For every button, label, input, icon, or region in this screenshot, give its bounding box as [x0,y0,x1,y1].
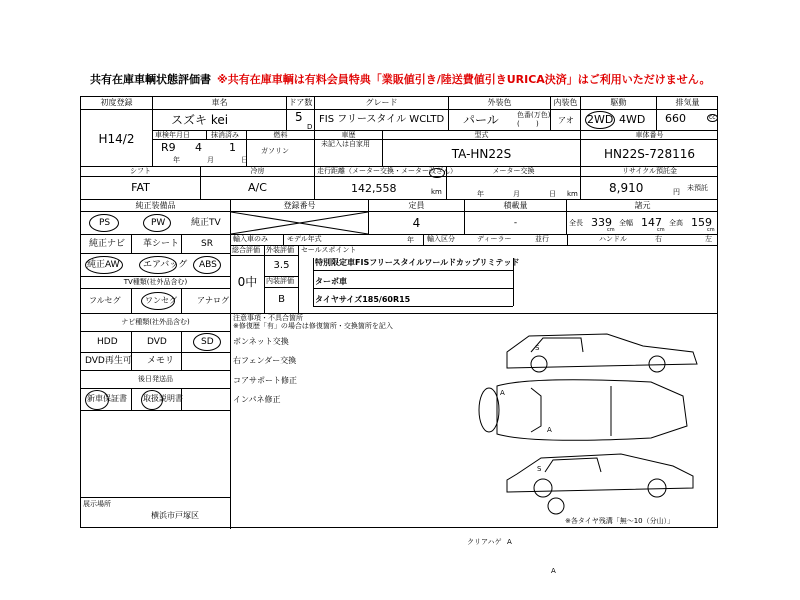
mark-s2: S [537,465,542,473]
capacity-value: 4 [412,216,421,230]
label-body: 車歴 [341,131,356,139]
mark-a3: A [507,538,512,546]
sales-point-2: ターボ車 [315,277,347,286]
location-cell [81,497,231,528]
grade-value: FIS フリースタイル WCLTD [319,114,445,125]
equip-tv: 純正TV [191,218,221,228]
width-value: 147 [641,216,662,229]
sales-point-3: タイヤサイズ185/60R15 [315,295,411,304]
label-import-only: 輸入車のみ [233,235,268,243]
cell-chassis-label [581,131,718,140]
label-name: 車名 [211,98,228,107]
label-reg-number: 登録番号 [283,201,316,210]
label-int-color: 内装色 [553,98,578,107]
location-value: 横浜市戸塚区 [151,511,199,520]
label-tv-type: TV種類(社外品含む) [123,278,188,286]
int-score-value: B [278,294,285,305]
cell-aircon-label [201,167,315,177]
cell-recycle [581,177,718,200]
cell-aircon [201,177,315,200]
reg-cross-icon [231,212,369,235]
label-notes-sub: ※修復歴「有」の場合は修復箇所・交換箇所を記入 [233,322,393,330]
label-total-score: 総合評価 [232,246,260,254]
cell-name-label [153,97,287,110]
docs-row [81,389,231,411]
label-docs: 後日発送品 [138,375,173,383]
nav-row-2 [81,353,231,371]
mileage-circle [429,168,445,178]
page-title: 共有在庫車輌状態評価書 [90,73,211,86]
equip-row-2 [81,235,231,254]
height-label: 全高 [669,219,683,227]
nav-hdd: HDD [97,337,118,347]
label-notes: 注意事項・不具合箇所 [233,314,303,322]
shift-value: FAT [131,181,150,194]
cell-displacement-label [657,97,718,110]
label-shift: シフト [130,167,151,175]
equip-airbag-circle [139,256,177,274]
yen-unit: 円 [673,188,680,196]
header [90,71,710,87]
doc-manual-circle [141,390,163,410]
body-note: 未記入は自家用 [321,140,370,148]
label-manuf-date: 車検年月日 [155,131,190,139]
doc-warranty-circle [85,390,109,410]
cell-load [465,212,567,235]
manuf-day: 1 [229,141,236,154]
nav-memory: メモリ [147,356,175,366]
import-row [231,235,718,246]
cell-recycle-label [581,167,718,177]
equip-airbag: エアバッグ [143,260,188,270]
drive-4wd: 4WD [619,113,646,126]
mark-a4: A [551,567,556,575]
model-value: TA-HN22S [451,147,512,161]
km-unit: km [431,188,442,196]
equip-row-1 [81,212,231,235]
label-meter-exchange: メーター交換 [492,167,535,175]
label-first-reg: 初度登録 [100,98,133,107]
note-1: ボンネット交換 [233,337,289,346]
label-mileage: 走行距離（メーター交換・メーター改ざん） [317,167,457,175]
load-value: - [513,218,518,228]
doors-value: 5 [295,110,303,124]
car-diagram-icon [411,326,711,516]
tv-oneseg: ワンセグ [145,296,177,305]
drive-2wd-circle [585,111,615,129]
label-sales-points: セールスポイント [301,246,357,254]
cell-int-score-label [265,277,299,288]
label-recycle: リサイクル預託金 [621,167,678,175]
label-equipment: 純正装備品 [135,201,176,210]
cell-capacity [369,212,465,235]
month-unit: 月 [207,156,214,164]
tv-row [81,289,231,314]
cell-chassis [581,140,718,167]
cell-int-color-label [551,97,581,110]
cell-name [153,110,287,131]
cell-first-reg-label [81,97,153,110]
cell-ext-score [265,256,299,277]
equip-aw: 純正AW [87,260,120,270]
label-displacement: 排気量 [675,98,700,107]
cell-shift [81,177,201,200]
mark-s1: S [535,344,540,352]
mark-a1: A [500,389,505,397]
cell-meter [447,177,581,200]
fuel-value: ガソリン [261,147,289,155]
total-score-value: 0中 [237,275,258,289]
cell-model [383,140,581,167]
tv-analog: アナログ [197,296,229,305]
tire-note: ※各タイヤ残溝「無～10（分山）」 [565,517,675,525]
cell-shift-label [81,167,201,177]
label-dealer: ディーラー [477,235,512,243]
cell-body [315,140,383,167]
equip-aw-circle [85,256,123,274]
equip-leather: 革シート [143,239,180,249]
label-int-score: 内装評価 [266,277,294,285]
label-drive: 駆動 [610,98,627,107]
note-3: コアサポート修正 [233,376,297,385]
label-nav-type: ナビ種類(社外品含む) [121,318,190,326]
cell-total-score-label [231,246,265,256]
model-year-unit: 年 [407,236,414,244]
cell-fuel-label [247,131,315,140]
cell-body-label [315,131,383,140]
cell-manuf [153,140,247,167]
cell-dims [567,212,718,235]
meter-year-unit: 年 [477,190,484,198]
label-chassis: 車体番号 [635,131,664,139]
meter-day-unit: 日 [549,190,556,198]
manuf-year: R9 [161,141,176,154]
label-doors: ドア数 [288,98,313,107]
cell-reg-number [231,212,369,235]
height-cm: cm [707,227,715,233]
equip-nav: 純正ナビ [89,239,126,249]
mark-a2: A [547,426,552,434]
meter-km-unit: km [567,190,578,198]
equip-ps: PS [99,218,111,228]
cell-mileage [315,177,447,200]
label-capacity: 定員 [408,201,425,210]
nav-dvd: DVD [147,337,167,347]
equip-abs-circle [193,256,221,274]
notes-area [231,314,718,575]
label-fuel: 燃料 [273,131,288,139]
color-no-label: 色番(万色) [517,111,551,119]
label-parallel: 並行 [535,235,549,243]
cell-fuel [247,140,315,167]
equip-row-3 [81,254,231,277]
ext-color-value: パール [463,113,499,127]
ext-score-value: 3.5 [273,260,290,271]
cell-first-reg [81,110,153,167]
cell-capacity-label [369,200,465,212]
length-value: 339 [591,216,612,229]
cell-ext-color: パール 色番(万色) ( ) [449,110,551,131]
tv-oneseg-circle [141,292,175,310]
cell-drive [581,110,657,131]
cell-int-color [551,110,581,131]
note-4: インパネ修正 [233,395,281,404]
label-ext-color: 外装色 [487,98,512,107]
cell-doors-label [287,97,315,110]
cell-grade [315,110,449,131]
mileage-value: 142,558 [351,182,397,195]
name-value: スズキ kei [171,113,229,127]
cell-nav-label [81,314,231,332]
label-tax-paid: 抹消済み [211,131,239,139]
length-label: 全長 [569,219,583,227]
cell-reg-label [231,200,369,212]
cell-dims-label [567,200,718,212]
cell-meter-label [447,167,581,177]
width-cm: cm [657,227,665,233]
label-location: 展示場所 [83,500,111,508]
displacement-value: 660 [665,112,686,125]
doc-manual: 取扱説明書 [143,394,183,403]
first-reg-value: H14/2 [98,132,135,146]
notice-text: ※共有在庫車輌は有料会員特典「業販値引き/陸送費値引きURICA決済」はご利用いただけません。 [217,73,711,86]
year-unit: 年 [173,156,180,164]
cell-ext-score-label [265,246,299,256]
day-unit: 日 [241,156,248,164]
cell-doors [287,110,315,131]
label-left: 左 [705,235,712,243]
equip-sr: SR [201,239,213,249]
label-load: 積載量 [503,201,528,210]
note-2: 右フェンダー交換 [233,356,297,365]
label-ext-score: 外装評価 [266,246,294,254]
doors-sub: D [307,123,313,131]
drive-2wd: 2WD [587,113,614,126]
nav-sd: SD [201,337,214,347]
nav-row [81,332,231,353]
cell-docs-label [81,371,231,389]
mark-clear: クリアハゲ [467,538,502,546]
equip-abs: ABS [199,260,217,270]
cell-displacement [657,110,718,131]
aircon-value: A/C [248,181,267,194]
recycle-value: 8,910 [609,181,644,195]
tv-fullseg: フルセグ [89,296,121,305]
chassis-value: HN22S-728116 [603,147,696,161]
cell-total-score [231,256,265,314]
label-handle: ハンドル [599,235,627,243]
cell-model-label [383,131,581,140]
cell-int-score [265,288,299,314]
label-model: 型式 [474,131,489,139]
label-grade: グレード [365,98,398,107]
height-value: 159 [691,216,712,229]
cell-tv-label [81,277,231,289]
cell-mileage-label [315,167,457,177]
length-cm: cm [607,227,615,233]
nav-sd-circle [193,333,221,351]
cell-tax-label [207,131,247,140]
equip-pw-circle [143,214,171,232]
label-import-class: 輸入区分 [427,235,455,243]
recycle-status: 未預託 [687,184,708,192]
nav-dvd-play: DVD再生可 [85,356,132,366]
cell-grade-label [315,97,449,110]
cell-drive-label [581,97,657,110]
sales-point-1: 特別限定車FISフリースタイルワールドカップリミテッド [315,258,520,267]
cc-unit: cc [709,114,716,121]
doc-warranty: 新車保証書 [87,394,127,403]
int-color-value: アオ [558,116,574,125]
sales-points [299,246,718,314]
manuf-month: 4 [195,141,202,154]
equip-ps-circle [89,214,119,232]
label-aircon: 冷房 [250,167,265,175]
cell-load-label [465,200,567,212]
cell-equip-label [81,200,231,212]
equip-pw: PW [151,218,166,228]
label-model-year: モデル年式 [287,235,322,243]
cell-ext-color-label [449,97,551,110]
cell-manuf-label [153,131,207,140]
label-dims: 諸元 [634,201,651,210]
label-right: 右 [655,235,662,243]
evaluation-sheet [80,96,718,575]
meter-month-unit: 月 [513,190,520,198]
width-label: 全幅 [619,219,633,227]
